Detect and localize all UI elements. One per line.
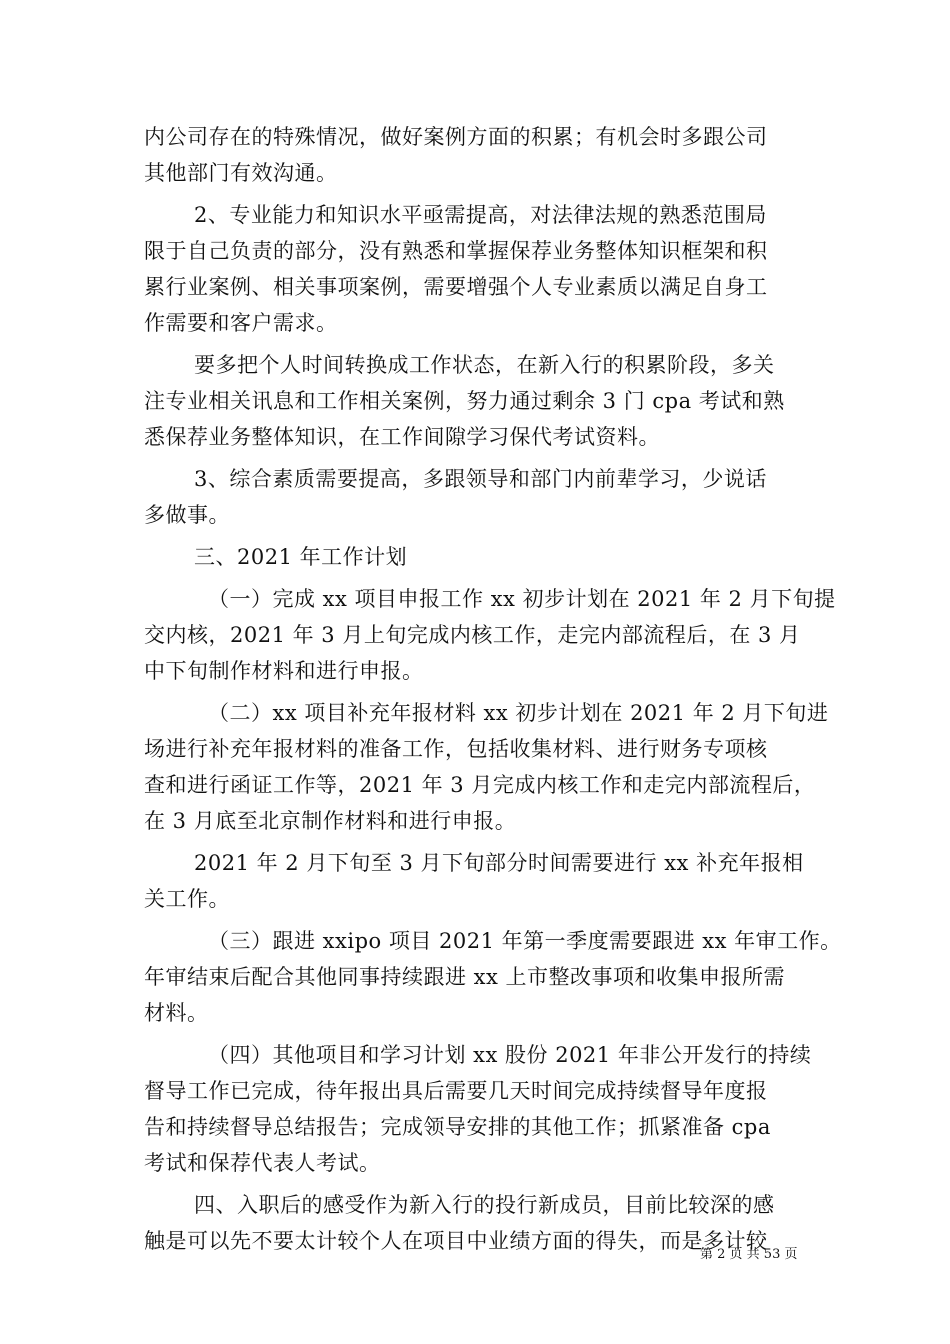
- text-line: 交内核，2021 年 3 月上旬完成内核工作，走完内部流程后，在 3 月: [144, 623, 801, 647]
- text-line: （三）跟进 xxipo 项目 2021 年第一季度需要跟进 xx 年审工作。: [208, 929, 842, 953]
- text-line: 中下旬制作材料和进行申报。: [144, 659, 424, 683]
- text-line: 悉保荐业务整体知识，在工作间隙学习保代考试资料。: [144, 425, 660, 449]
- text-line: 作需要和客户需求。: [144, 311, 338, 335]
- text-line: 2、专业能力和知识水平亟需提高，对法律法规的熟悉范围局: [194, 203, 767, 227]
- text-line: 考试和保荐代表人考试。: [144, 1151, 381, 1175]
- text-line: 3、综合素质需要提高，多跟领导和部门内前辈学习，少说话: [194, 467, 767, 491]
- text-line: 督导工作已完成，待年报出具后需要几天时间完成持续督导年度报: [144, 1079, 768, 1103]
- page-number: 第 2 页 共 53 页: [700, 1247, 798, 1262]
- text-line: （一）完成 xx 项目申报工作 xx 初步计划在 2021 年 2 月下旬提: [208, 587, 836, 611]
- text-line: 注专业相关讯息和工作相关案例，努力通过剩余 3 门 cpa 考试和熟: [144, 389, 785, 413]
- text-line: 多做事。: [144, 503, 230, 527]
- text-line: 年审结束后配合其他同事持续跟进 xx 上市整改事项和收集申报所需: [144, 965, 786, 989]
- text-line: 触是可以先不要太计较个人在项目中业绩方面的得失，而是多计较: [144, 1229, 768, 1253]
- text-line: （二）xx 项目补充年报材料 xx 初步计划在 2021 年 2 月下旬进: [208, 701, 829, 725]
- text-line: 累行业案例、相关事项案例，需要增强个人专业素质以满足自身工: [144, 275, 768, 299]
- text-line: 要多把个人时间转换成工作状态，在新入行的积累阶段，多关: [194, 353, 775, 377]
- section-heading: 三、2021 年工作计划: [194, 545, 408, 569]
- text-line: 四、入职后的感受作为新入行的投行新成员，目前比较深的感: [194, 1193, 775, 1217]
- text-line: 关工作。: [144, 887, 230, 911]
- text-line: （四）其他项目和学习计划 xx 股份 2021 年非公开发行的持续: [208, 1043, 812, 1067]
- text-line: 查和进行函证工作等，2021 年 3 月完成内核工作和走完内部流程后，: [144, 773, 816, 797]
- text-line: 场进行补充年报材料的准备工作，包括收集材料、进行财务专项核: [144, 737, 768, 761]
- text-line: 在 3 月底至北京制作材料和进行申报。: [144, 809, 517, 833]
- text-line: 材料。: [144, 1001, 209, 1025]
- text-line: 2021 年 2 月下旬至 3 月下旬部分时间需要进行 xx 补充年报相: [194, 851, 804, 875]
- text-line: 其他部门有效沟通。: [144, 161, 338, 185]
- text-line: 内公司存在的特殊情况，做好案例方面的积累；有机会时多跟公司: [144, 125, 768, 149]
- text-line: 限于自己负责的部分，没有熟悉和掌握保荐业务整体知识框架和积: [144, 239, 768, 263]
- text-line: 告和持续督导总结报告；完成领导安排的其他工作；抓紧准备 cpa: [144, 1115, 771, 1139]
